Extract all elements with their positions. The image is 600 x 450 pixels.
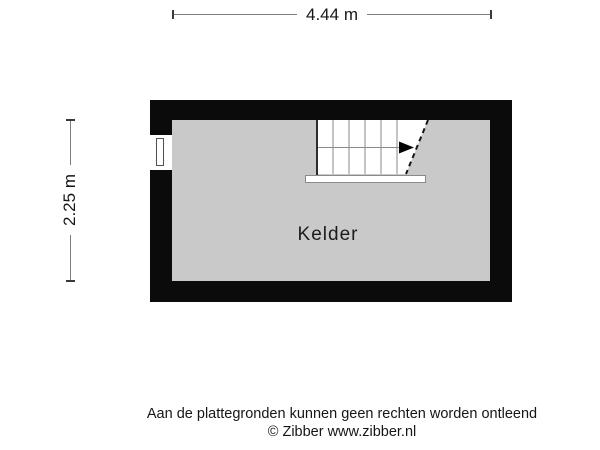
width-dimension-tick-left [172,10,174,19]
window-icon [149,135,172,170]
footer [142,405,542,441]
width-dimension-tick-right [490,10,492,19]
footer-disclaimer: Aan de plattegronden kunnen geen rechten worden ontleend [146,406,538,422]
floor-plan [150,100,512,302]
width-dimension-label: 4.44 m [297,5,367,25]
stairs-landing-bar [306,176,426,183]
stairs-icon [305,120,435,190]
window-frame [156,138,164,166]
height-dimension-tick-bottom [66,280,75,282]
footer-copyright: © Zibber www.zibber.nl [267,424,417,440]
height-dimension-tick-top [66,119,75,121]
height-dimension-label: 2.25 m [60,165,80,235]
room-label: Kelder [297,224,359,245]
